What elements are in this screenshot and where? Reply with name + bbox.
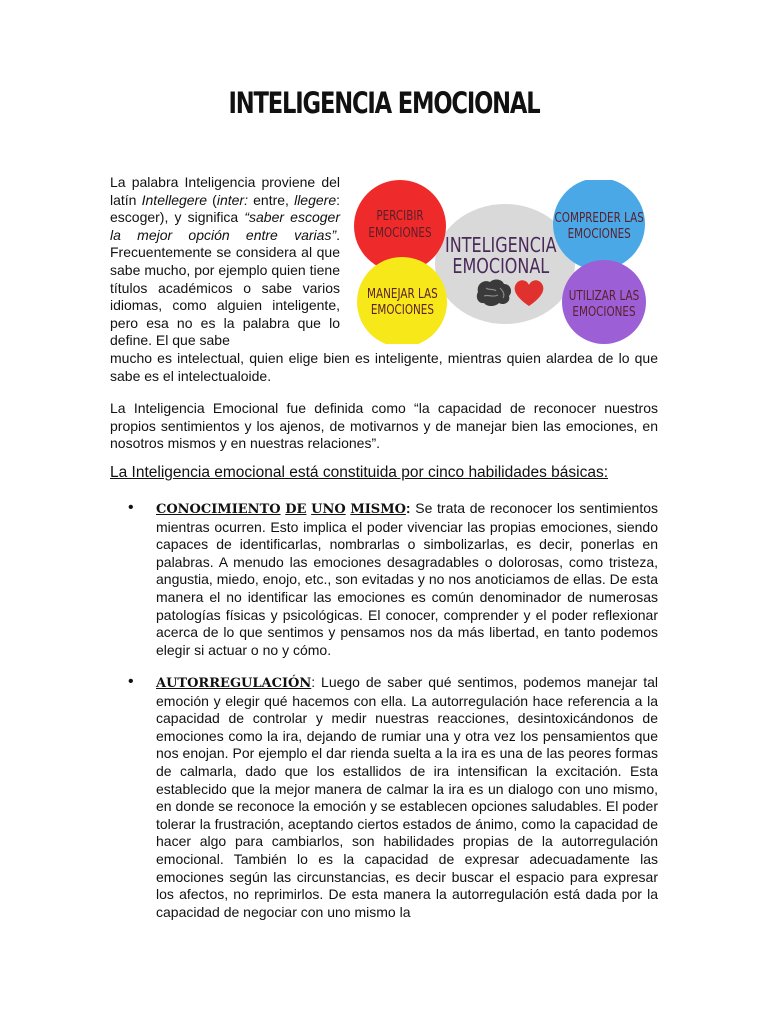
intro-paragraph [110,174,340,350]
bullet-keyword: DE [285,502,307,517]
bullet-keyword: CONOCIMIENTO [156,502,281,517]
manage-label-1: MANEJAR LAS [367,285,438,302]
bullet-colon: : [311,674,316,690]
bullet-marker: • [128,499,134,516]
intro-text: La palabra Inteligencia proviene del latín [110,174,340,208]
understand-label-2: EMOCIONES [567,225,631,242]
bullet-self-regulation [156,674,658,921]
emotional-intelligence-graphic [352,180,658,344]
center-label-1: INTELIGENCIA [445,234,557,258]
bullet-colon: : [405,500,411,516]
intro-latin-word: inter: [216,191,248,208]
center-label-2: EMOCIONAL [452,255,550,279]
intro-text: . Frecuentemente se considera al que sabe mucho, por ejemplo quien tiene títulos académicos o sabe varios idiomas, como alguien inteligente, pero esa no es la palabra que lo define. El que sabe [110,226,340,349]
bullet-keyword: MISMO [350,502,406,517]
intro-continuation: mucho es intelectual, quien elige bien es inteligente, mientras quien alardea de lo que sabe es el intelectualoide. [110,350,658,384]
definition-paragraph: La Inteligencia Emocional fue definida como “la capacidad de reconocer nuestros propios sentimientos y los ajenos, de motivarnos y de manejar bien las emociones, en nosotros mismos y en nuestras relaciones”. [110,400,658,452]
manage-label-2: EMOCIONES [370,301,434,318]
intro-text: entre, [247,191,295,208]
intro-text: : escoger), y significa [110,191,340,226]
bullet-body: Luego de saber qué sentimos, podemos manejar tal emoción y elegir qué hacemos con ella. La autorregulación hace referencia a la capacidad de controlar y medir nuestras reacciones, desintoxicándonos de emociones como la ira, dejando de rumiar una y otra vez los pensamientos que nos enojan. Por ejemplo el dar rienda suelta a la ira es una de las peores formas de calmarla, dado que los estallidos de ira intensifican la excitación. Esta establecido que la mejor manera de calmar la ira es un dialogo con uno mismo, en donde se reconoce la emoción y se establecen opciones saludables. El poder tolerar la frustración, aceptando ciertos estados de ánimo, como la capacidad de hacer algo para cambiarlos, son habilidades propias de la autorregulación emocional. También lo es la capacidad de expresar adecuadamente las emociones según las circunstancias, es decir buscar el espacio para expresar los afectos, no reprimirlos. De esta manera la autorregulación está dada por la capacidad de negociar con uno mismo la [156,674,658,920]
intro-quote: “saber escoger la mejor opción entre varias” [110,209,340,243]
use-label-2: EMOCIONES [572,303,636,320]
understand-label-1: COMPREDER LAS [554,209,644,226]
document-title: INTELIGENCIA EMOCIONAL [228,86,540,120]
intro-latin-word: llegere [294,191,337,208]
intro-latin-word: Intellegere [141,191,208,208]
intro-text: ( [207,191,217,208]
bullet-body: Se trata de reconocer los sentimientos mientras ocurren. Esto implica el poder vivenciar las propias emociones, siendo capaces de identificarlas, nombrarlas o simbolizarlas, es decir, ponerlas en palabras. A menudo las emociones desagradables o dolorosas, como tristeza, angustia, miedo, enojo, etc., son evitadas y no nos anoticiamos de ellas. De esta manera el no identificar las emociones es común denominador de numerosas patologías físicas y psicológicas. El conocer, comprender y el poder reflexionar acerca de lo que sentimos y pensamos nos da más libertad, en tanto podemos elegir si actuar o no y cómo. [156,500,659,658]
perceive-label-2: EMOCIONES [368,224,432,241]
bullet-self-knowledge [156,500,658,659]
use-label-1: UTILIZAR LAS [568,287,640,304]
section-subheading: La Inteligencia emocional está constituida por cinco habilidades básicas: [110,464,609,481]
bullet-marker: • [128,673,134,690]
bullet-keyword: AUTORREGULACIÓN [156,676,312,691]
perceive-label-1: PERCIBIR [376,207,424,224]
bullet-keyword: UNO [311,502,346,517]
